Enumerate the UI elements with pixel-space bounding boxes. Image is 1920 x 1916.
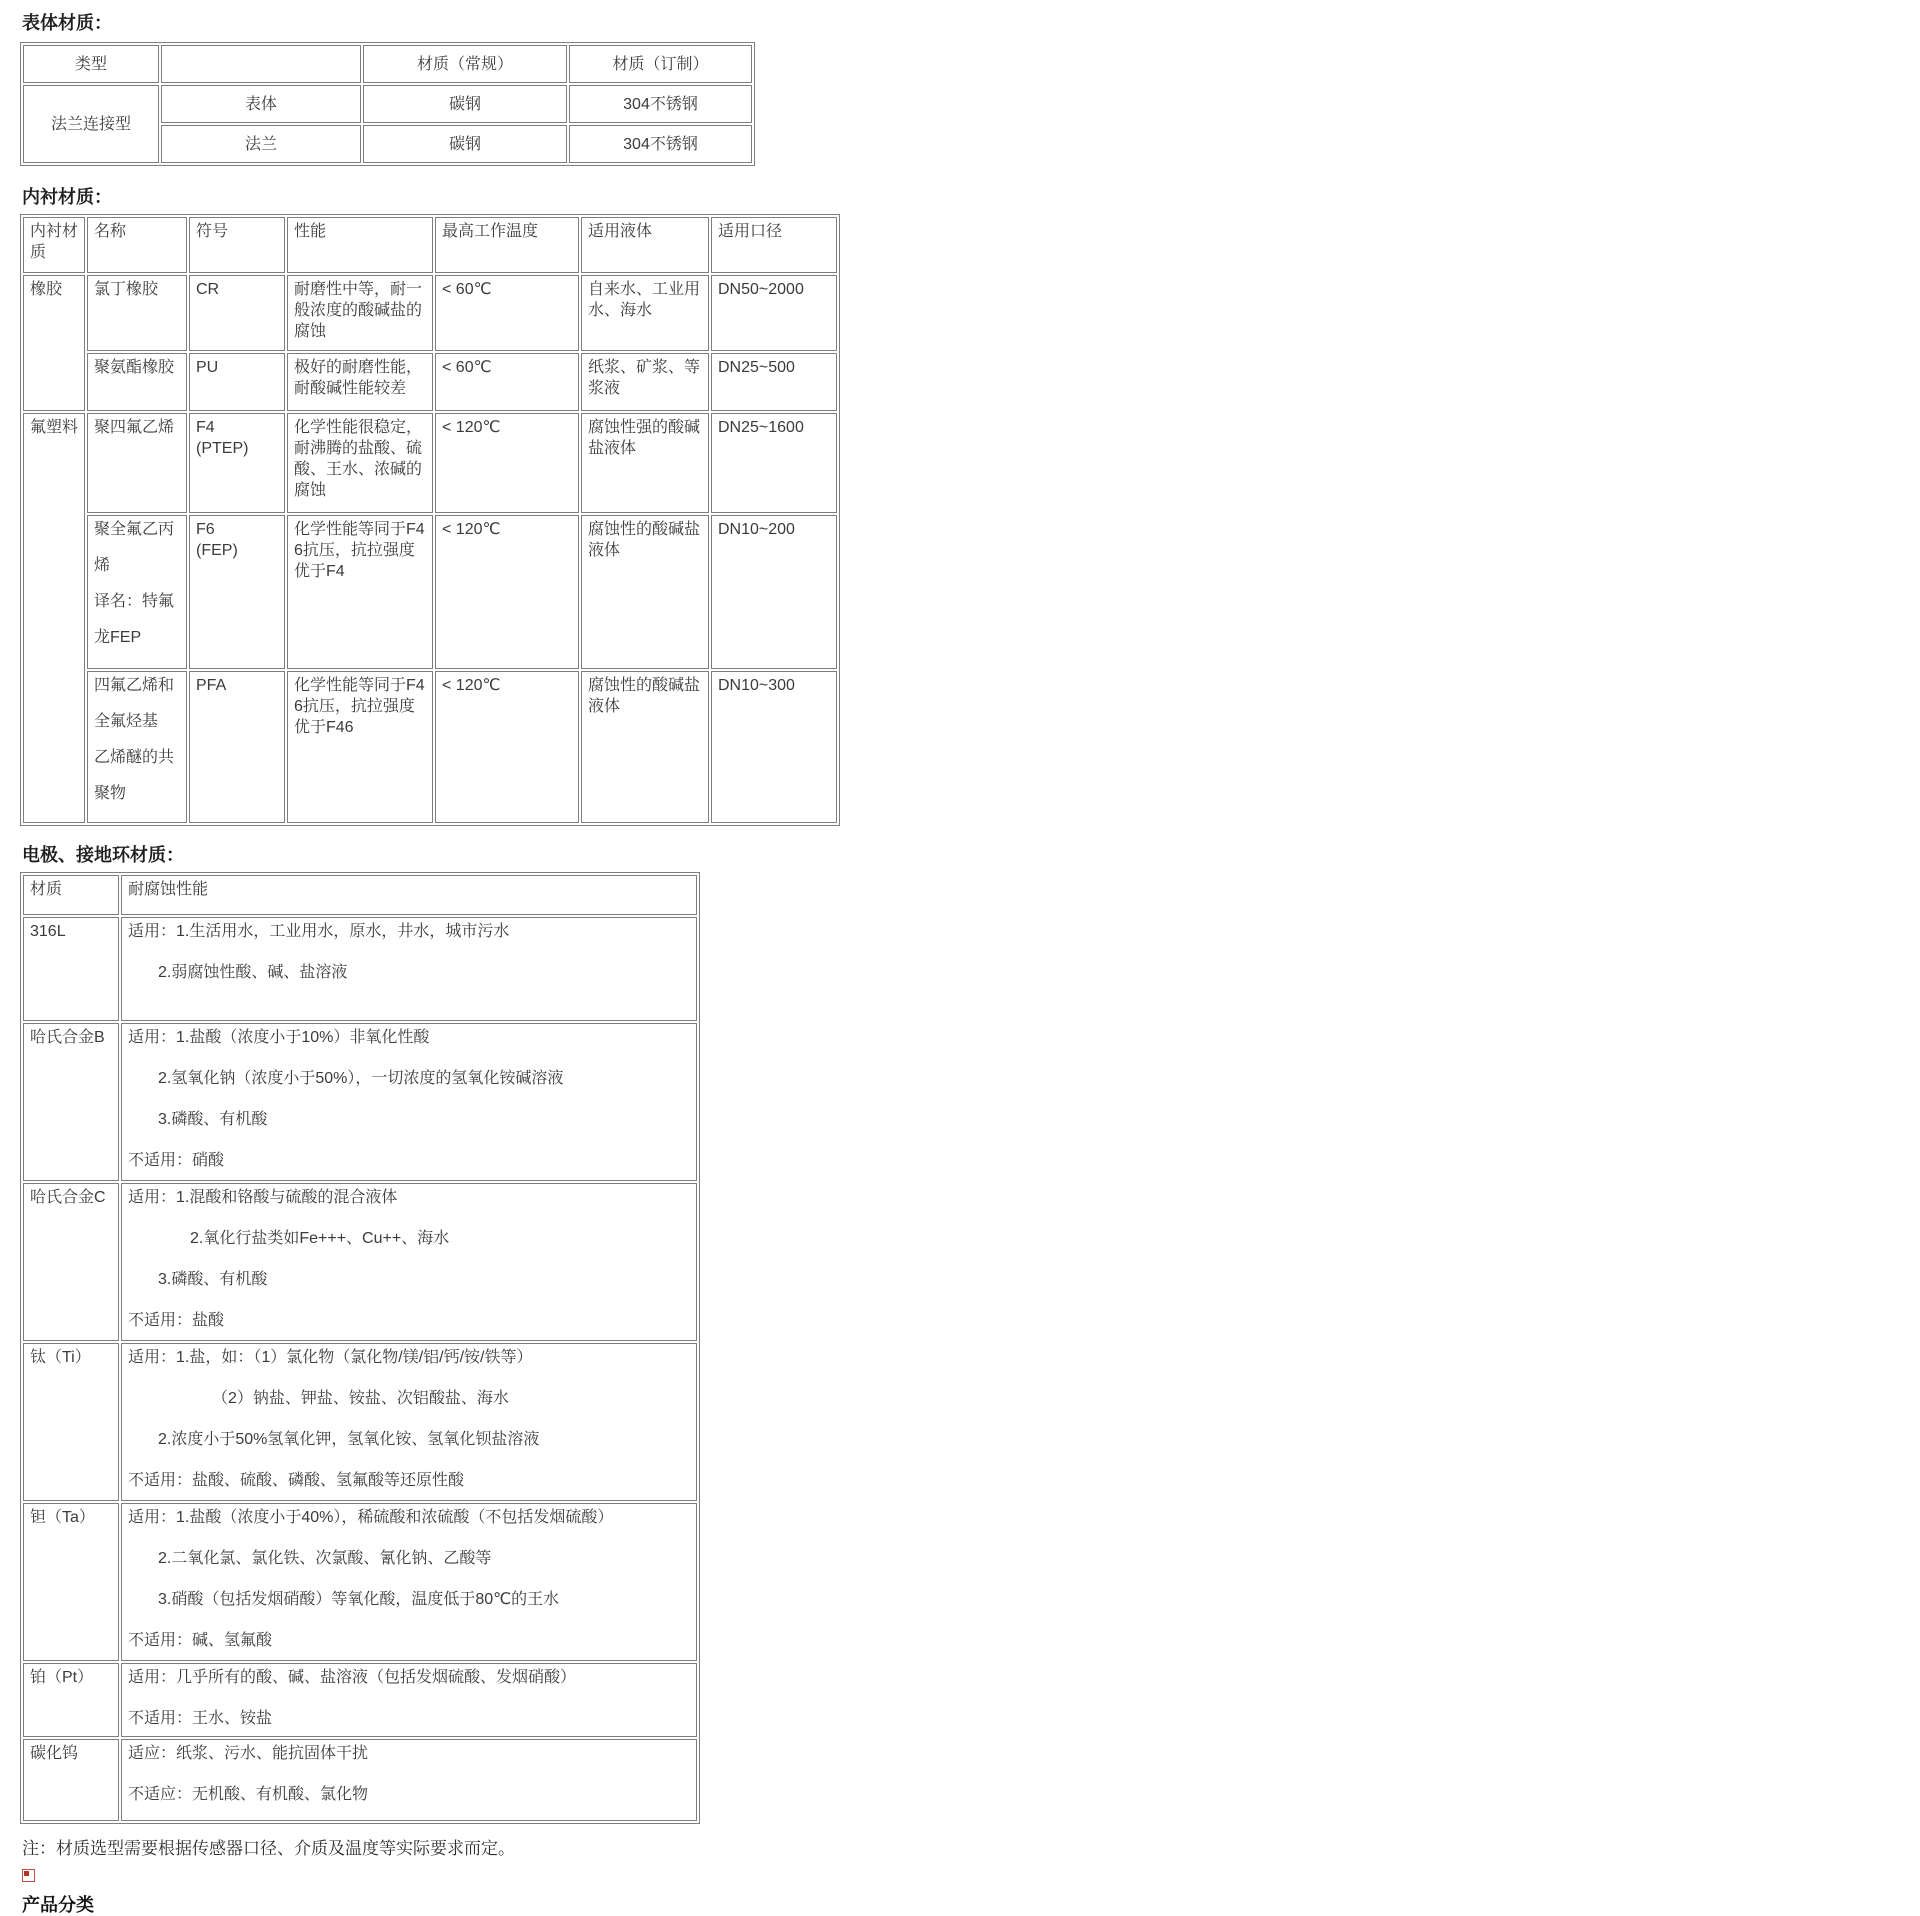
liner-max-temp-cell: < 120℃ — [435, 413, 579, 513]
electrode-performance-line: 适用：1.盐，如：（1）氯化物（氯化物/镁/铝/钙/铵/铁等） — [128, 1349, 533, 1366]
electrode-performance-cell — [121, 1503, 697, 1661]
material-selection-note: 注：材质选型需要根据传感器口径、介质及温度等实际要求而定。 — [22, 1839, 515, 1858]
electrode-performance-line: 适用：1.生活用水，工业用水，原水，井水，城市污水 — [128, 923, 510, 940]
body-table-cell-0: 表体 — [161, 85, 361, 123]
liner-material-table — [20, 214, 840, 826]
electrode-performance-line: 2.氧化行盐类如Fe+++、Cu++、海水 — [190, 1230, 450, 1247]
electrode-material-cell: 钽（Ta） — [23, 1503, 119, 1661]
liner-name-cell-line: 龙FEP — [94, 629, 142, 646]
body-table-header-3: 材质（订制） — [569, 45, 752, 83]
electrode-performance-line: 不适用：盐酸、硫酸、磷酸、氢氟酸等还原性酸 — [128, 1472, 465, 1489]
electrode-performance-cell — [121, 917, 697, 1021]
liner-symbol-cell-line: (FEP) — [196, 542, 238, 559]
liner-performance-cell: 化学性能等同于F46抗压，抗拉强度优于F46 — [287, 671, 433, 823]
liner-liquids-cell: 腐蚀性的酸碱盐液体 — [581, 515, 709, 669]
liner-diameter-cell: DN10~200 — [711, 515, 837, 669]
liner-liquids-cell: 自来水、工业用水、海水 — [581, 275, 709, 351]
body-table-header-row — [23, 45, 752, 83]
electrode-performance-line: 不适用：盐酸 — [128, 1312, 225, 1329]
electrode-performance-line: 适用：1.混酸和铬酸与硫酸的混合液体 — [128, 1189, 398, 1206]
electrode-table-row — [23, 1183, 697, 1341]
electrode-performance-cell — [121, 1023, 697, 1181]
liner-table-header-2: 符号 — [189, 217, 285, 273]
body-table-header-1 — [161, 45, 361, 83]
electrode-performance-line: 适用：1.盐酸（浓度小于10%）非氧化性酸 — [128, 1029, 430, 1046]
electrode-performance-line: 不适用：王水、铵盐 — [128, 1710, 273, 1727]
electrode-performance-cell — [121, 1739, 697, 1821]
liner-symbol-cell — [189, 515, 285, 669]
liner-diameter-cell: DN25~500 — [711, 353, 837, 411]
liner-diameter-cell: DN50~2000 — [711, 275, 837, 351]
liner-diameter-cell: DN25~1600 — [711, 413, 837, 513]
liner-symbol-cell-line: CR — [196, 281, 220, 298]
liner-name-cell-line: 烯 — [94, 557, 111, 574]
liner-name-cell — [87, 353, 187, 411]
electrode-material-cell: 钛（Ti） — [23, 1343, 119, 1501]
body-table-header-0: 类型 — [23, 45, 159, 83]
liner-table-header-5: 适用液体 — [581, 217, 709, 273]
electrode-table-row — [23, 1663, 697, 1737]
liner-table-row — [23, 671, 837, 823]
liner-table-row — [23, 413, 837, 513]
liner-table-body — [23, 217, 837, 823]
body-table-cell-2: 304不锈钢 — [569, 85, 752, 123]
electrode-material-table-container — [20, 872, 1920, 1824]
liner-liquids-cell: 腐蚀性强的酸碱盐液体 — [581, 413, 709, 513]
liner-name-cell-line: 四氟乙烯和 — [94, 677, 175, 694]
electrode-table-row — [23, 1503, 697, 1661]
electrode-material-table — [20, 872, 700, 1824]
body-table-cell-0: 法兰 — [161, 125, 361, 163]
body-table-row — [23, 85, 752, 123]
electrode-performance-line: 3.硝酸（包括发烟硝酸）等氧化酸，温度低于80℃的王水 — [158, 1591, 560, 1608]
liner-name-cell-line: 聚物 — [94, 785, 127, 802]
liner-diameter-cell: DN10~300 — [711, 671, 837, 823]
electrode-performance-line: 适用：几乎所有的酸、碱、盐溶液（包括发烟硫酸、发烟硝酸） — [128, 1669, 577, 1686]
liner-performance-cell: 化学性能等同于F46抗压，抗拉强度优于F4 — [287, 515, 433, 669]
liner-liquids-cell: 纸浆、矿浆、等浆液 — [581, 353, 709, 411]
electrode-performance-line: 3.磷酸、有机酸 — [158, 1271, 268, 1288]
liner-name-cell — [87, 671, 187, 823]
liner-table-row — [23, 353, 837, 411]
electrode-table-header-0: 材质 — [23, 875, 119, 915]
electrode-table-row — [23, 1343, 697, 1501]
liner-table-header-row — [23, 217, 837, 273]
electrode-performance-line: 2.二氧化氯、氯化铁、次氯酸、氰化钠、乙酸等 — [158, 1550, 492, 1567]
electrode-material-cell: 哈氏合金C — [23, 1183, 119, 1341]
liner-table-header-0: 内衬材质 — [23, 217, 85, 273]
electrode-performance-line: 2.弱腐蚀性酸、碱、盐溶液 — [158, 964, 348, 981]
electrode-performance-line: 不适应：无机酸、有机酸、氯化物 — [128, 1786, 369, 1803]
liner-name-cell-line: 全氟烃基 — [94, 713, 159, 730]
liner-symbol-cell-line: PFA — [196, 677, 227, 694]
electrode-table-header-row — [23, 875, 697, 915]
product-category-title: 产品分类 — [22, 1895, 94, 1915]
electrode-table-body — [23, 875, 697, 1821]
liner-name-cell-line: 译名：特氟 — [94, 593, 175, 610]
electrode-material-cell: 碳化钨 — [23, 1739, 119, 1821]
liner-table-row — [23, 515, 837, 669]
body-table-cell-1: 碳钢 — [363, 125, 567, 163]
liner-table-row — [23, 275, 837, 351]
liner-max-temp-cell: < 60℃ — [435, 275, 579, 351]
body-material-table — [20, 42, 755, 166]
electrode-material-title: 电极、接地环材质： — [22, 845, 184, 865]
electrode-performance-line: 2.氢氧化钠（浓度小于50%），一切浓度的氢氧化铵碱溶液 — [158, 1070, 564, 1087]
liner-table-header-6: 适用口径 — [711, 217, 837, 273]
electrode-material-cell: 铂（Pt） — [23, 1663, 119, 1737]
electrode-performance-line: 适用：1.盐酸（浓度小于40%），稀硫酸和浓硫酸（不包括发烟硫酸） — [128, 1509, 614, 1526]
liner-symbol-cell — [189, 413, 285, 513]
liner-table-header-3: 性能 — [287, 217, 433, 273]
broken-image-icon — [22, 1869, 35, 1882]
electrode-performance-cell — [121, 1343, 697, 1501]
liner-name-cell-line: 氯丁橡胶 — [94, 281, 159, 298]
electrode-table-row — [23, 1739, 697, 1821]
liner-symbol-cell — [189, 275, 285, 351]
liner-name-cell-line: 聚四氟乙烯 — [94, 419, 175, 436]
electrode-table-row — [23, 917, 697, 1021]
electrode-table-header-1: 耐腐蚀性能 — [121, 875, 697, 915]
body-material-table-container — [20, 42, 1920, 166]
liner-symbol-cell-line: (PTEP) — [196, 440, 249, 457]
electrode-performance-line: 2.浓度小于50%氢氧化钾，氢氧化铵、氢氧化钡盐溶液 — [158, 1431, 540, 1448]
liner-name-cell — [87, 413, 187, 513]
electrode-performance-line: 不适用：硝酸 — [128, 1152, 225, 1169]
liner-name-cell — [87, 515, 187, 669]
body-table-body — [23, 45, 752, 163]
liner-liquids-cell: 腐蚀性的酸碱盐液体 — [581, 671, 709, 823]
liner-table-header-1: 名称 — [87, 217, 187, 273]
liner-name-cell-line: 聚全氟乙丙 — [94, 521, 175, 538]
electrode-performance-line: （2）钠盐、钾盐、铵盐、次铝酸盐、海水 — [212, 1390, 509, 1407]
liner-name-cell-line: 乙烯醚的共 — [94, 749, 175, 766]
body-table-header-2: 材质（常规） — [363, 45, 567, 83]
liner-max-temp-cell: < 120℃ — [435, 515, 579, 669]
electrode-performance-line: 适应：纸浆、污水、能抗固体干扰 — [128, 1745, 369, 1762]
liner-name-cell-line: 聚氨酯橡胶 — [94, 359, 175, 376]
body-material-title: 表体材质： — [22, 13, 112, 33]
liner-name-cell — [87, 275, 187, 351]
body-table-group-cell: 法兰连接型 — [23, 85, 159, 163]
electrode-performance-cell — [121, 1663, 697, 1737]
liner-performance-cell: 化学性能很稳定，耐沸腾的盐酸、硫酸、王水、浓碱的腐蚀 — [287, 413, 433, 513]
body-table-cell-2: 304不锈钢 — [569, 125, 752, 163]
electrode-performance-line: 不适用：碱、氢氟酸 — [128, 1632, 273, 1649]
liner-category-cell: 氟塑料 — [23, 413, 85, 823]
electrode-table-row — [23, 1023, 697, 1181]
liner-symbol-cell-line: F6 — [196, 521, 215, 538]
electrode-material-cell: 316L — [23, 917, 119, 1021]
liner-material-table-container — [20, 214, 1920, 826]
body-table-cell-1: 碳钢 — [363, 85, 567, 123]
liner-max-temp-cell: < 60℃ — [435, 353, 579, 411]
liner-symbol-cell-line: PU — [196, 359, 219, 376]
liner-symbol-cell — [189, 353, 285, 411]
liner-max-temp-cell: < 120℃ — [435, 671, 579, 823]
liner-performance-cell: 极好的耐磨性能，耐酸碱性能较差 — [287, 353, 433, 411]
liner-symbol-cell-line: F4 — [196, 419, 215, 436]
electrode-material-cell: 哈氏合金B — [23, 1023, 119, 1181]
liner-category-cell: 橡胶 — [23, 275, 85, 411]
liner-performance-cell: 耐磨性中等，耐一般浓度的酸碱盐的腐蚀 — [287, 275, 433, 351]
liner-table-header-4: 最高工作温度 — [435, 217, 579, 273]
liner-symbol-cell — [189, 671, 285, 823]
electrode-performance-cell — [121, 1183, 697, 1341]
electrode-performance-line: 3.磷酸、有机酸 — [158, 1111, 268, 1128]
liner-material-title: 内衬材质： — [22, 187, 112, 207]
